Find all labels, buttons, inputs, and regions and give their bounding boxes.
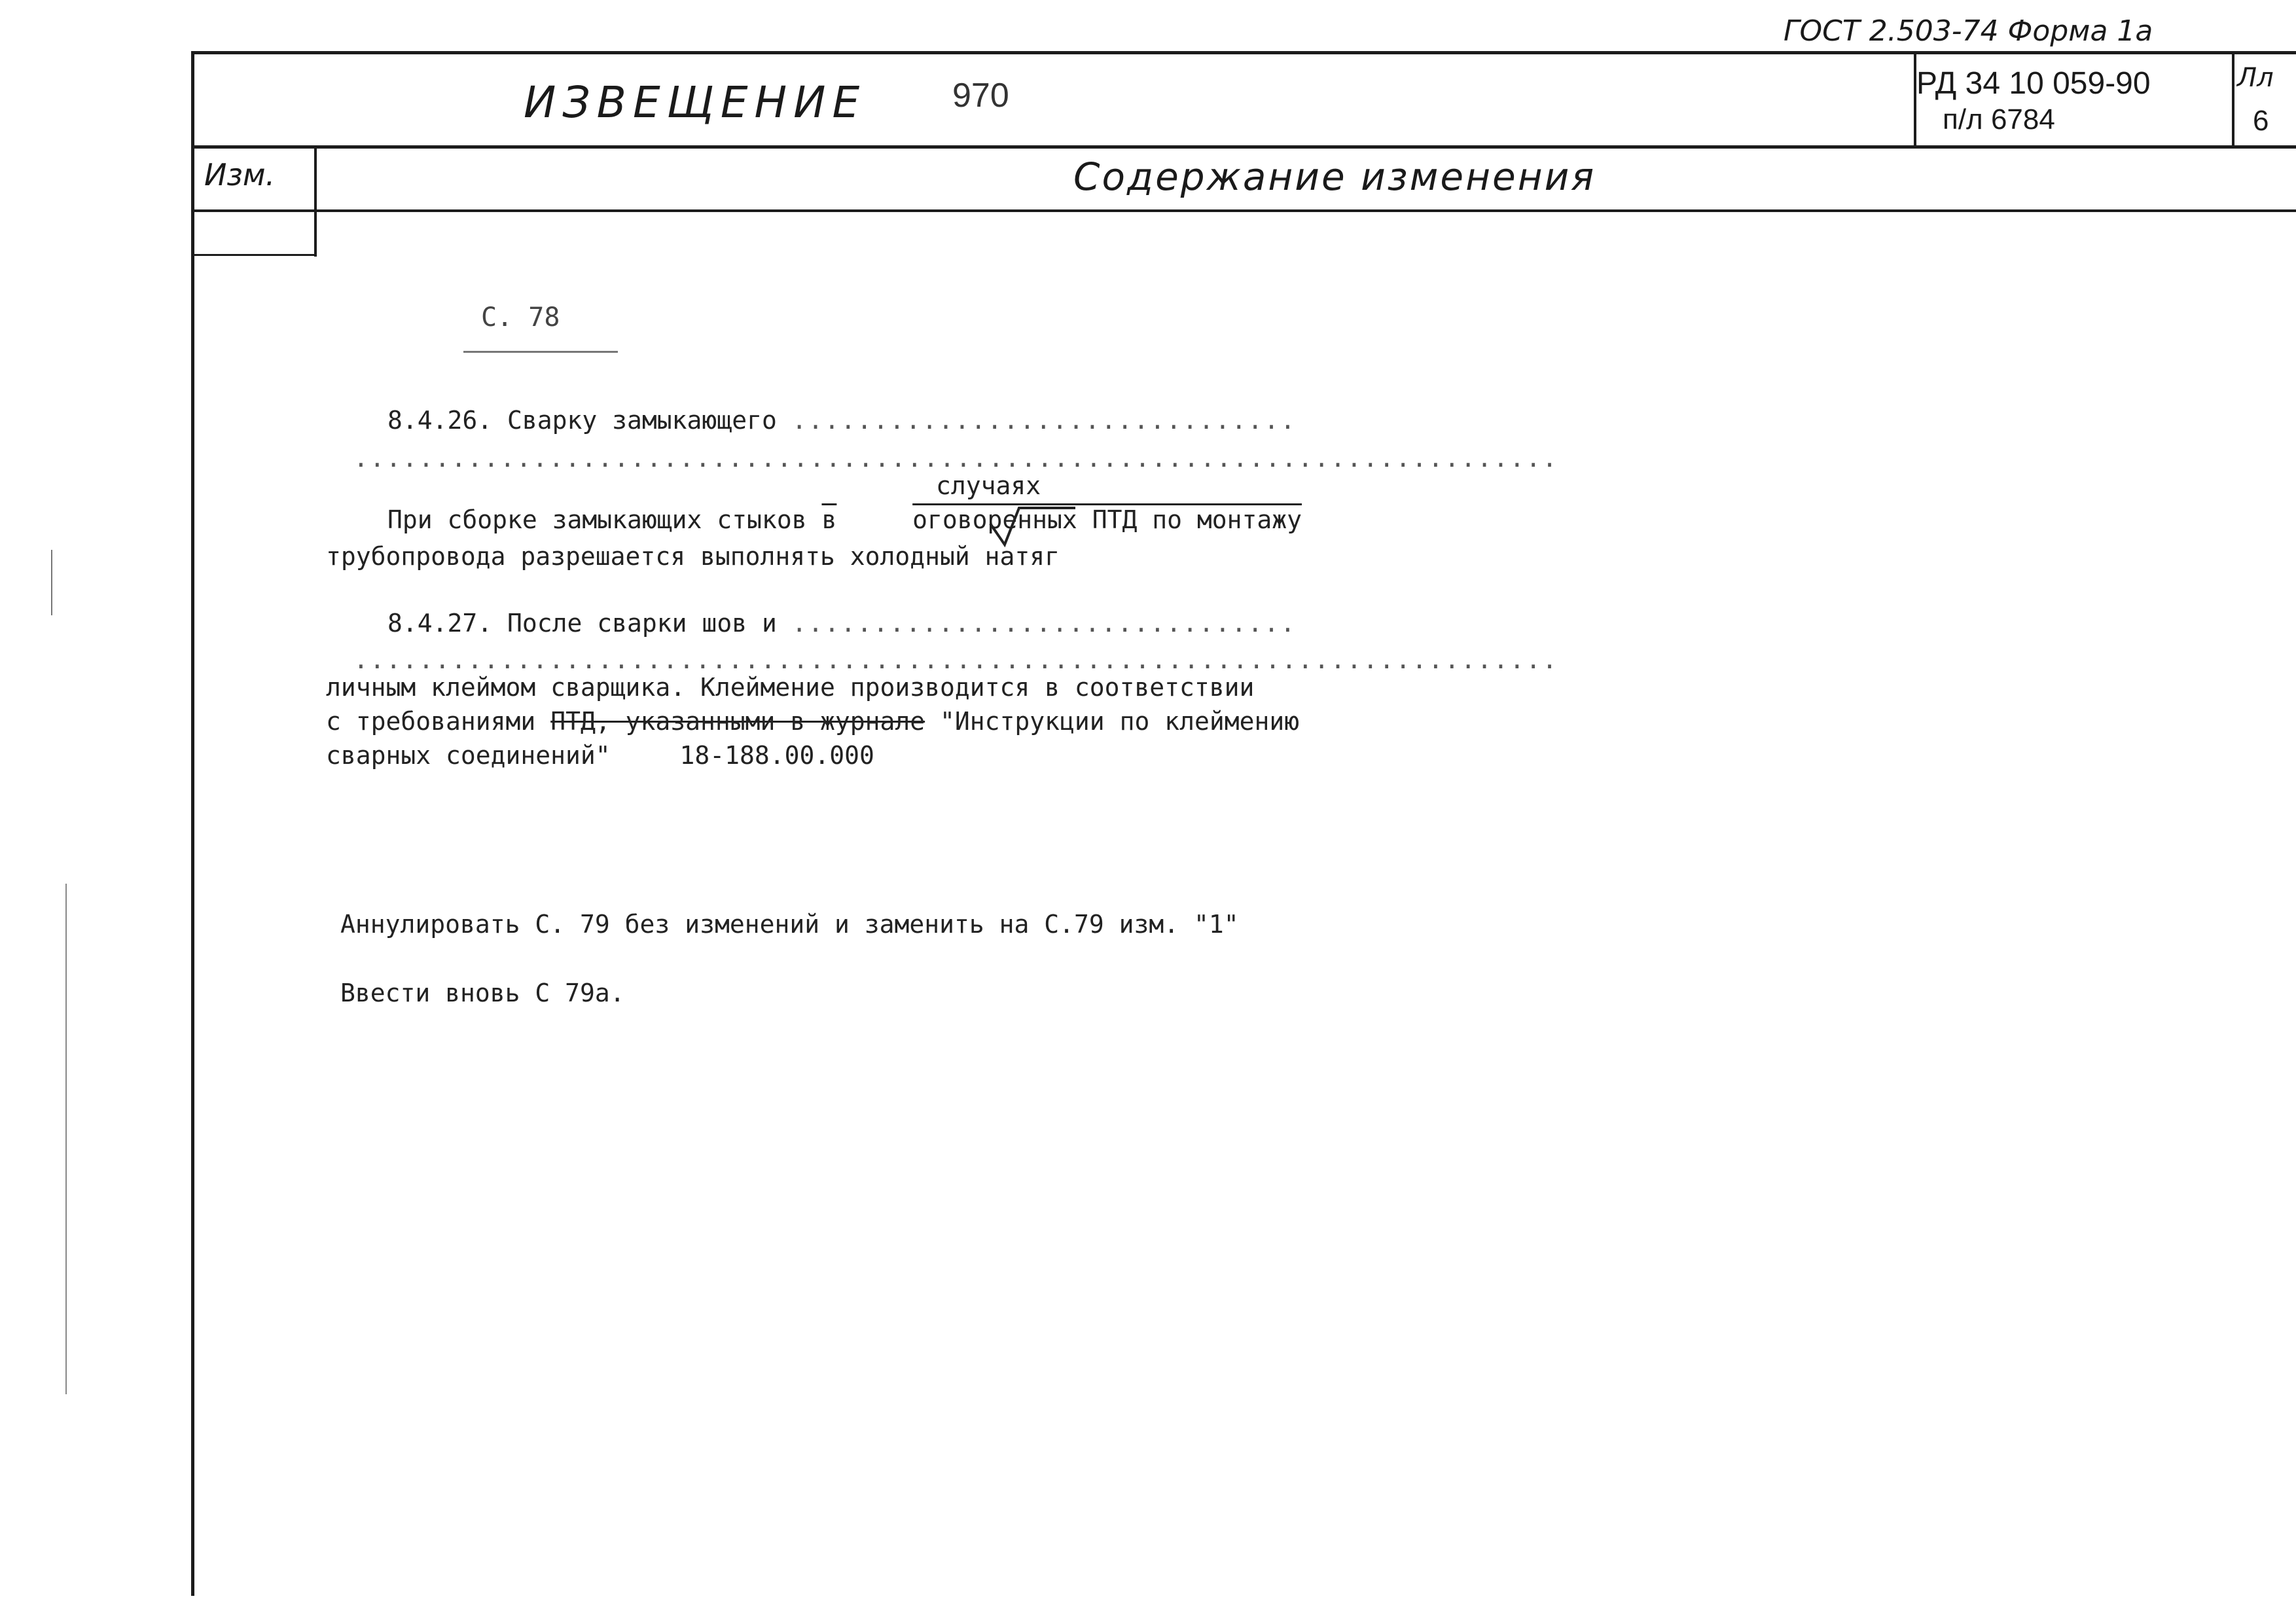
clause-8-4-27-text-line-2: личным клеймом сварщика. Клеймение производится в соответствии — [326, 673, 1255, 702]
clause-8-4-26-text-line-3: трубопровода разрешается выполнять холодный натяг — [326, 542, 1060, 571]
sheet-number: 6 — [2253, 105, 2269, 137]
clause-8-4-27-omission-dots: ............................... — [791, 609, 1297, 638]
clause-8-4-27-text-line-3 — [326, 707, 1299, 736]
insertion-word: случаях — [936, 471, 1041, 500]
struck-phrase: ПТД, указанными в журнале — [550, 707, 925, 736]
clause-8-4-26-omission-line: .......................................................................... — [353, 444, 1558, 473]
form-top-border — [191, 51, 2296, 54]
clause-8-4-26-text-line-2 — [387, 505, 1302, 534]
scan-mark — [65, 884, 67, 1394]
sheet-label: Лл — [2237, 63, 2274, 93]
izm-cell-bottom — [191, 254, 315, 256]
clause-8-4-27-omission-line: .......................................................................... — [353, 645, 1558, 674]
clause-8-4-26-omission-dots: ............................... — [791, 406, 1297, 435]
document-id: РД 34 10 059-90 — [1916, 66, 2151, 101]
clause-8-4-26-text-2a: При сборке замыкающих стыков — [387, 505, 807, 534]
sheet-cell-left-border — [2232, 51, 2234, 147]
page-reference: С. 78 — [481, 302, 560, 333]
clause-8-4-27-text-line-4 — [326, 741, 874, 770]
clause-8-4-27-start: 8.4.27. После сварки шов и — [387, 609, 777, 638]
annul-page-instruction: Аннулировать С. 79 без изменений и заменить на С.79 изм. "1" — [340, 910, 1239, 939]
izm-column-border — [314, 145, 317, 257]
instruction-number: 18-188.00.000 — [679, 741, 874, 770]
page-reference-underline — [463, 351, 618, 353]
scan-mark — [51, 550, 52, 615]
clause-8-4-26-text-2b: оговоренных ПТД по монтажу — [912, 505, 1302, 534]
content-header-divider — [191, 209, 2296, 212]
clause-8-4-26-start: 8.4.26. Сварку замыкающего — [387, 406, 777, 435]
struck-word: в — [821, 505, 837, 534]
notice-number: 970 — [952, 77, 1009, 115]
header-row-divider — [191, 145, 2296, 149]
clause-8-4-27-first-line — [387, 609, 1297, 638]
izm-column-label: Изм. — [204, 157, 276, 192]
gost-form-label: ГОСТ 2.503-74 Форма 1а — [1784, 14, 2153, 48]
registration-number: п/л 6784 — [1943, 103, 2055, 135]
notice-title: ИЗВЕЩЕНИЕ — [524, 77, 867, 128]
clause-8-4-27-text-3a: с требованиями — [326, 707, 536, 736]
introduce-page-instruction: Ввести вновь С 79а. — [340, 979, 625, 1007]
form-left-border — [191, 51, 194, 1596]
clause-8-4-26-first-line — [387, 406, 1297, 435]
content-column-title: Содержание изменения — [1073, 154, 1596, 199]
clause-8-4-27-text-3b: "Инструкции по клеймению — [940, 707, 1300, 736]
clause-8-4-27-text-4a: сварных соединений" — [326, 741, 611, 770]
